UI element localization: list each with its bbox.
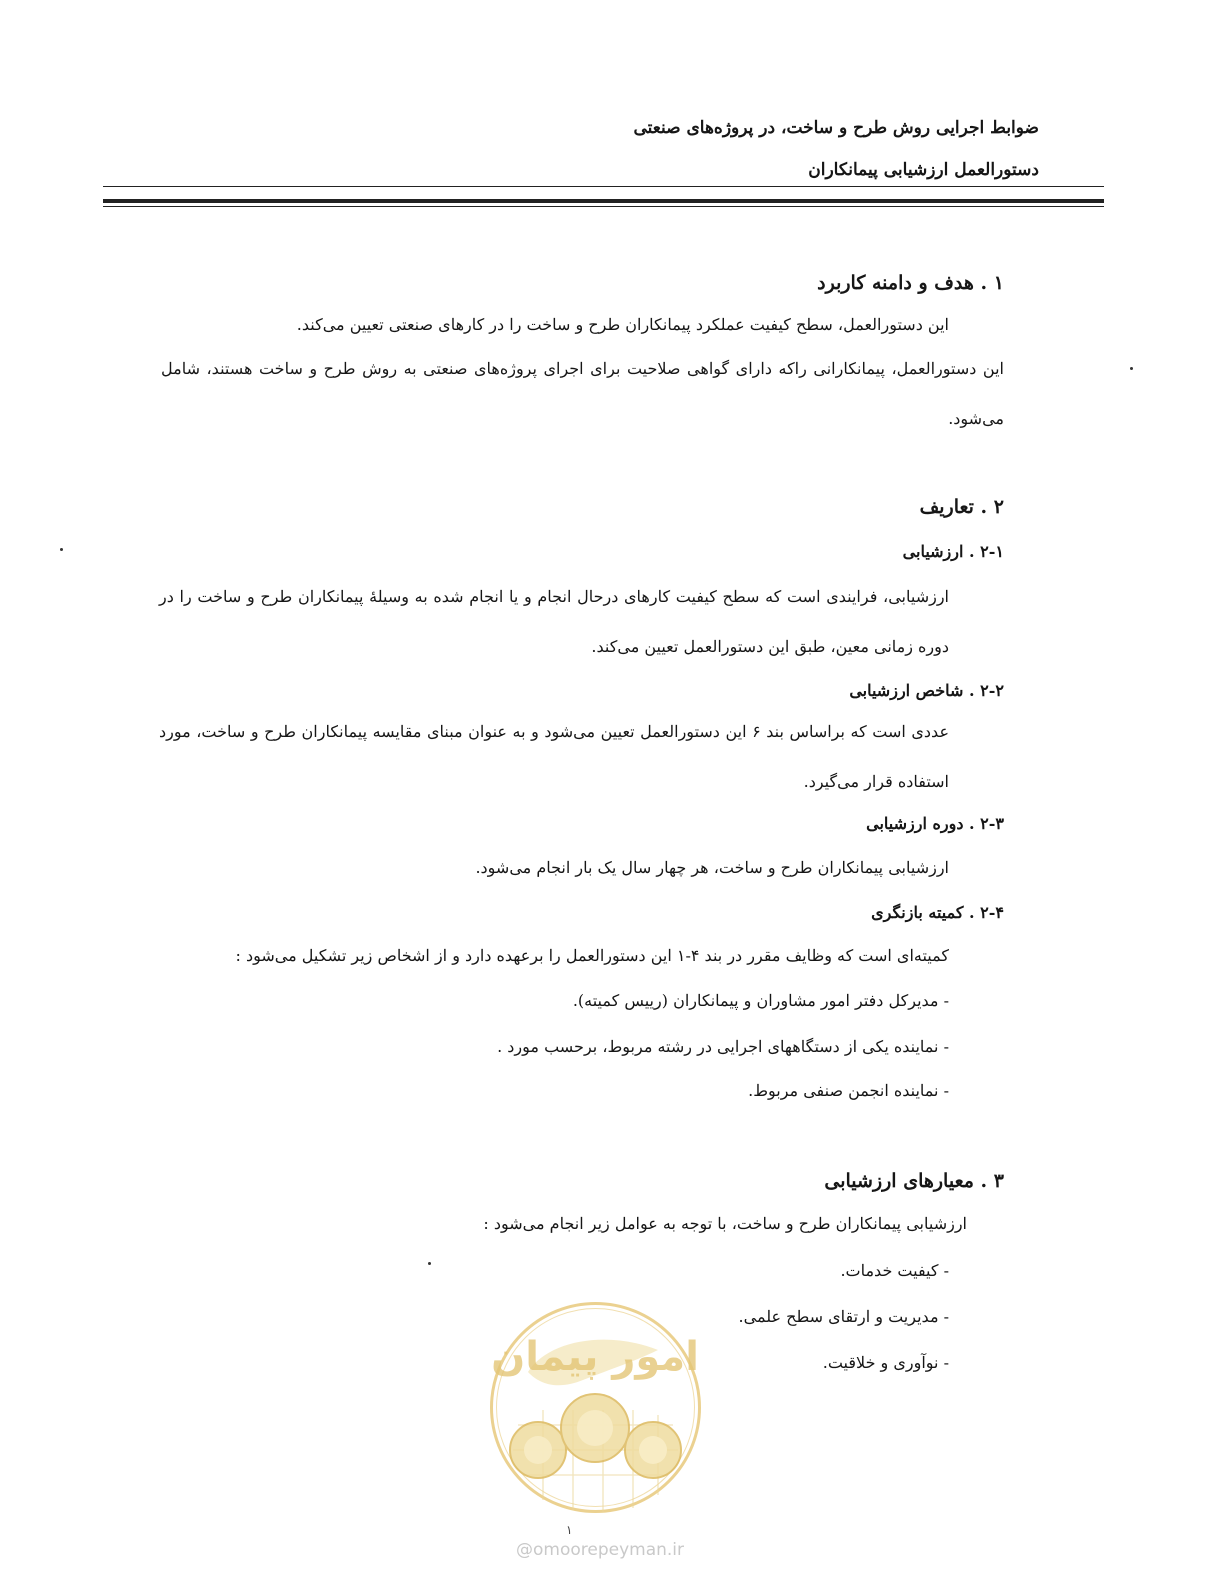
criteria-item: - کیفیت خدمات.	[840, 1261, 949, 1280]
definition-2-heading: ۲-۲ . شاخص ارزشیابی	[849, 681, 1004, 700]
definition-4-text: کمیته‌ای است که وظایف مقرر در بند ۴-۱ این دستورالعمل را برعهده دارد و از اشخاص زیر تشکیل می‌شود :	[235, 946, 949, 965]
section-1-heading: ۱ . هدف و دامنه کاربرد	[817, 272, 1004, 294]
committee-member: - نماینده انجمن صنفی مربوط.	[748, 1081, 949, 1100]
definition-3-text: ارزشیابی پیمانکاران طرح و ساخت، هر چهار سال یک بار انجام می‌شود.	[475, 858, 949, 877]
seal-watermark-logo	[488, 1300, 703, 1515]
definition-2-text: عددی است که براساس بند ۶ این دستورالعمل تعیین می‌شود و به عنوان مبنای مقایسه پیمانکاران طرح و ساخت، مورد استفاده قرار می‌گیرد.	[159, 722, 950, 791]
document-title: ضوابط اجرایی روش طرح و ساخت، در پروژه‌های صنعتی	[633, 118, 1039, 138]
page-number: ۱	[566, 1523, 573, 1537]
watermark-text: @omoorepeyman.ir	[515, 1540, 685, 1560]
header-rule-thick	[103, 199, 1104, 203]
document-subtitle: دستورالعمل ارزشیابی پیمانکاران	[808, 160, 1039, 180]
section-1-paragraph-1: این دستورالعمل، سطح کیفیت عملکرد پیمانکاران طرح و ساخت را در کارهای صنعتی تعیین می‌کند.	[296, 315, 949, 334]
definition-3-heading: ۲-۳ . دوره ارزشیابی	[866, 814, 1004, 833]
section-3-intro: ارزشیابی پیمانکاران طرح و ساخت، با توجه به عوامل زیر انجام می‌شود :	[483, 1214, 967, 1233]
scan-speck	[60, 548, 63, 551]
section-3-heading: ۳ . معیارهای ارزشیابی	[824, 1170, 1004, 1192]
criteria-item: - نوآوری و خلاقیت.	[822, 1353, 949, 1372]
section-2-heading: ۲ . تعاریف	[919, 496, 1004, 518]
committee-member: - نماینده یکی از دستگاههای اجرایی در رشته مربوط، برحسب مورد .	[497, 1037, 949, 1056]
seal-lettering: امور پیمان	[491, 1334, 699, 1380]
header-rule-thin-bottom	[103, 206, 1104, 207]
definition-1-heading: ۲-۱ . ارزشیابی	[902, 542, 1004, 561]
scan-speck	[1130, 367, 1133, 370]
header-rule-thin-top	[103, 186, 1104, 187]
scan-speck	[428, 1262, 431, 1265]
criteria-item: - مدیریت و ارتقای سطح علمی.	[738, 1307, 949, 1326]
section-1-paragraph-2: این دستورالعمل، پیمانکارانی راکه دارای گواهی صلاحیت برای اجرای پروژه‌های صنعتی به روش طرح و ساخت هستند، شامل می‌شود.	[161, 359, 1004, 428]
committee-member: - مدیرکل دفتر امور مشاوران و پیمانکاران (رییس کمیته).	[572, 991, 949, 1010]
definition-1-text: ارزشیابی، فرایندی است که سطح کیفیت کارهای درحال انجام و یا انجام شده به وسیلهٔ پیمانکاران طرح و ساخت را در دوره زمانی معین، طبق این دستورالعمل تعیین می‌کند.	[159, 587, 950, 656]
definition-4-heading: ۲-۴ . کمیته بازنگری	[871, 903, 1004, 922]
